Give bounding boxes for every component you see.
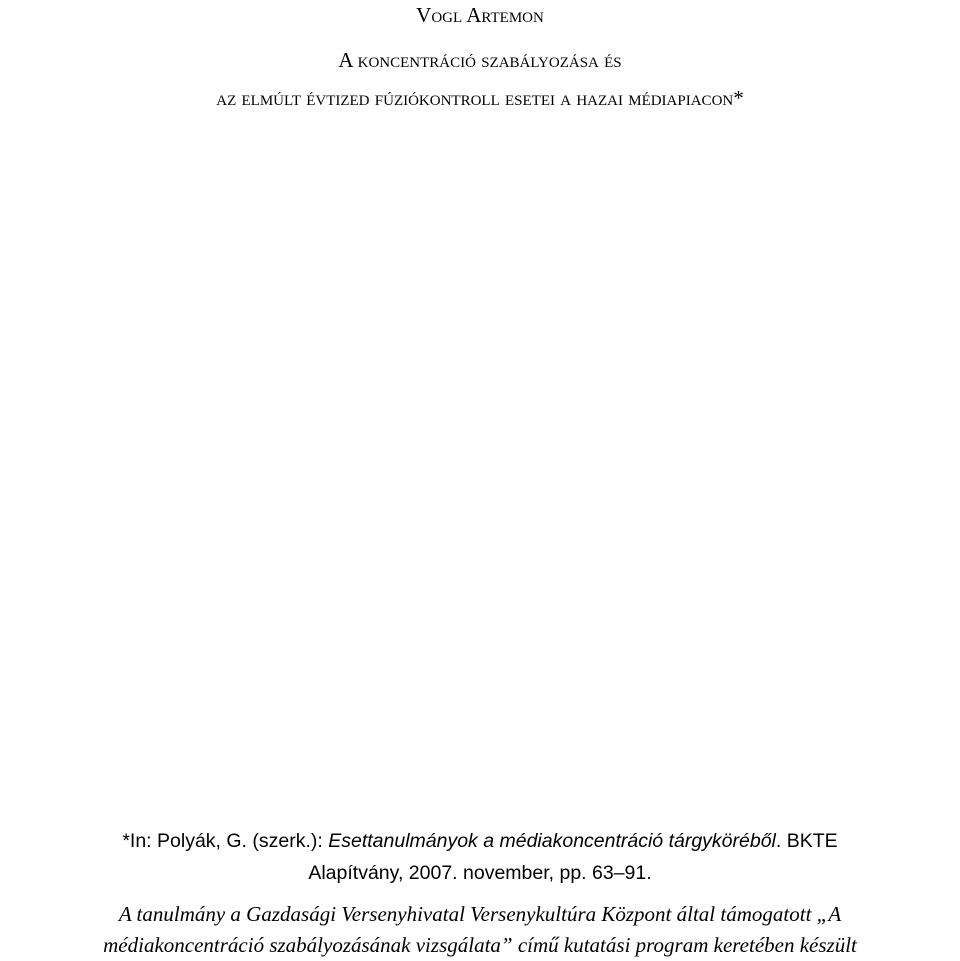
title-line-1: A koncentráció szabályozása és [338,48,622,72]
title-line-2: az elmúlt évtized fúziókontroll esetei a hazai médiapiacon* [216,86,744,110]
footnote-book-title: Esettanulmányok a médiakoncentráció tárgyköréből [328,830,776,852]
footnote-publisher-part2: Alapítvány, 2007. november, pp. 63–91. [308,862,652,884]
funding-note [0,899,960,961]
source-footnote [0,825,960,889]
footnote-prefix: *In: Polyák, G. (szerk.): [122,830,329,852]
footnote-publisher-part1: . BKTE [775,830,838,852]
author-name: Vogl Artemon [416,3,544,27]
funding-note-line-2: médiakoncentráció szabályozásának vizsgálata” című kutatási program keretében készült [103,933,857,957]
funding-note-line-1: A tanulmány a Gazdasági Versenyhivatal Versenykultúra Központ által támogatott „A [118,902,842,926]
